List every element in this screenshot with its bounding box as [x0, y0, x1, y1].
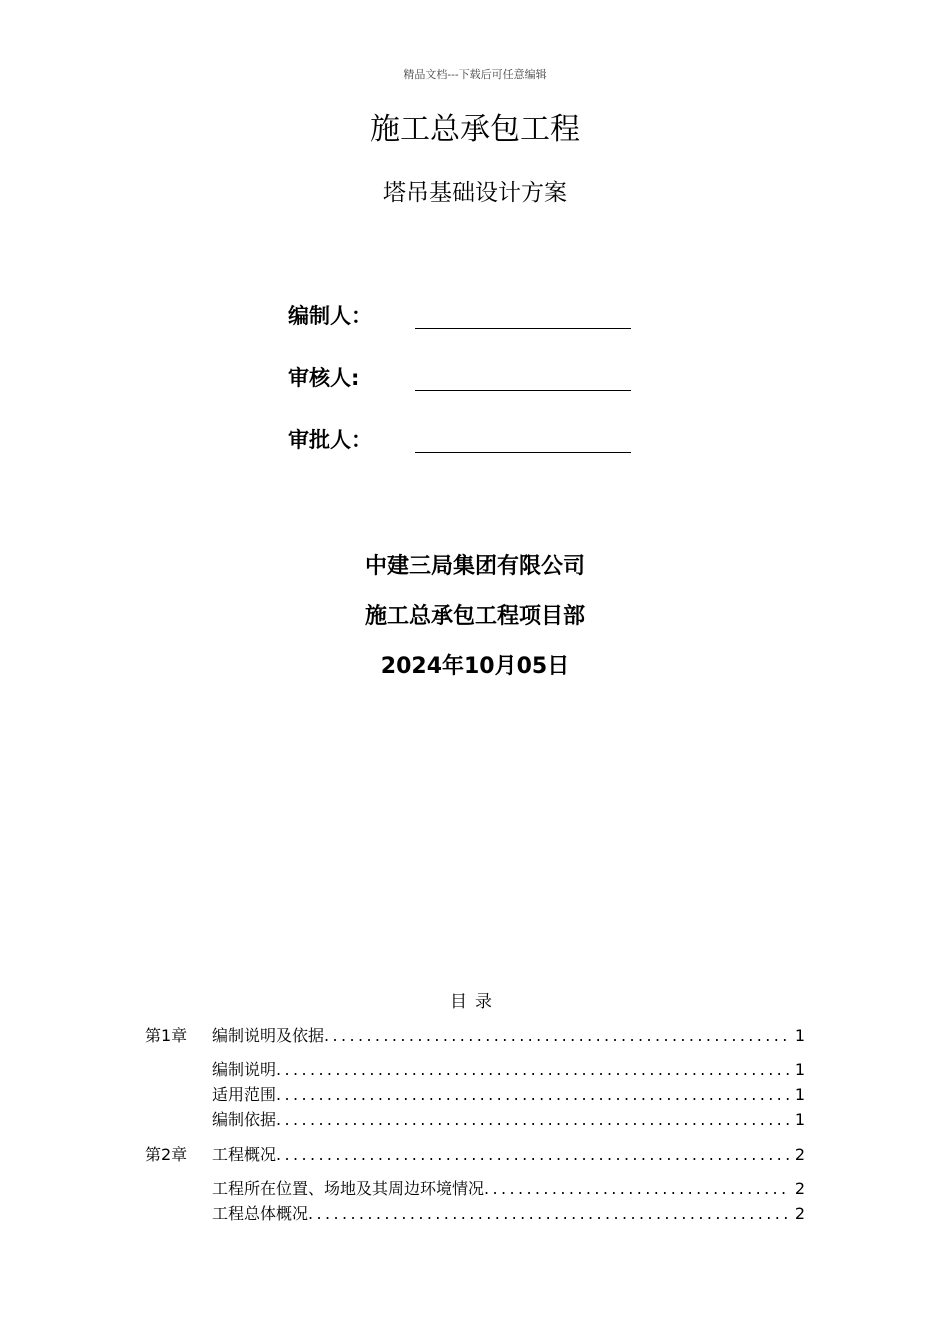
- header-note: 精品文档---下载后可任意编辑: [403, 68, 547, 81]
- toc-page-number: 2: [794, 1204, 805, 1223]
- toc-entry[interactable]: [212, 1176, 805, 1198]
- company-name: 中建三局集团有限公司: [364, 554, 585, 579]
- toc-leader-dots: [484, 1179, 791, 1198]
- document-subtitle: 塔吊基础设计方案: [383, 180, 567, 206]
- toc-entry-text: 编制说明及依据: [212, 1026, 325, 1045]
- signature-line: [415, 452, 631, 453]
- toc-page-number: 2: [794, 1179, 805, 1198]
- document-title: 施工总承包工程: [370, 112, 580, 147]
- signature-line: [415, 390, 631, 391]
- toc-leader-dots: [308, 1204, 791, 1223]
- toc-entry-text: 编制说明: [212, 1060, 277, 1079]
- toc-leader-dots: [276, 1110, 791, 1129]
- toc-leader-dots: [276, 1085, 791, 1104]
- toc-title: 目录: [450, 992, 500, 1012]
- toc-entry-text: 工程概况: [212, 1145, 277, 1164]
- toc-page-number: 1: [794, 1110, 805, 1129]
- document-date: 2024年10月05日: [380, 654, 570, 679]
- toc-page-number: 2: [794, 1145, 805, 1164]
- toc-page-number: 1: [794, 1026, 805, 1045]
- toc-page-number: 1: [794, 1060, 805, 1079]
- toc-leader-dots: [324, 1026, 791, 1045]
- toc-entry[interactable]: [212, 1107, 805, 1129]
- toc-entry[interactable]: [212, 1057, 805, 1079]
- signature-label: 审核人:: [288, 366, 360, 390]
- toc-entry[interactable]: [145, 1023, 805, 1045]
- toc-leader-dots: [276, 1145, 791, 1164]
- toc-entry-text: 工程所在位置、场地及其周边环境情况: [212, 1179, 485, 1198]
- toc-entry-text: 工程总体概况: [212, 1204, 309, 1223]
- toc-entry[interactable]: [212, 1201, 805, 1223]
- signature-label: 审批人：: [288, 428, 372, 452]
- toc-chapter-number: 第2章: [145, 1145, 188, 1164]
- toc-page-number: 1: [794, 1085, 805, 1104]
- department-name: 施工总承包工程项目部: [364, 604, 585, 629]
- toc-entry[interactable]: [145, 1142, 805, 1164]
- toc-entry-text: 编制依据: [212, 1110, 277, 1129]
- toc-entry-text: 适用范围: [212, 1085, 277, 1104]
- toc-leader-dots: [276, 1060, 791, 1079]
- toc-entry[interactable]: [212, 1082, 805, 1104]
- signature-line: [415, 328, 631, 329]
- signature-label: 编制人：: [288, 304, 372, 328]
- toc-chapter-number: 第1章: [145, 1026, 188, 1045]
